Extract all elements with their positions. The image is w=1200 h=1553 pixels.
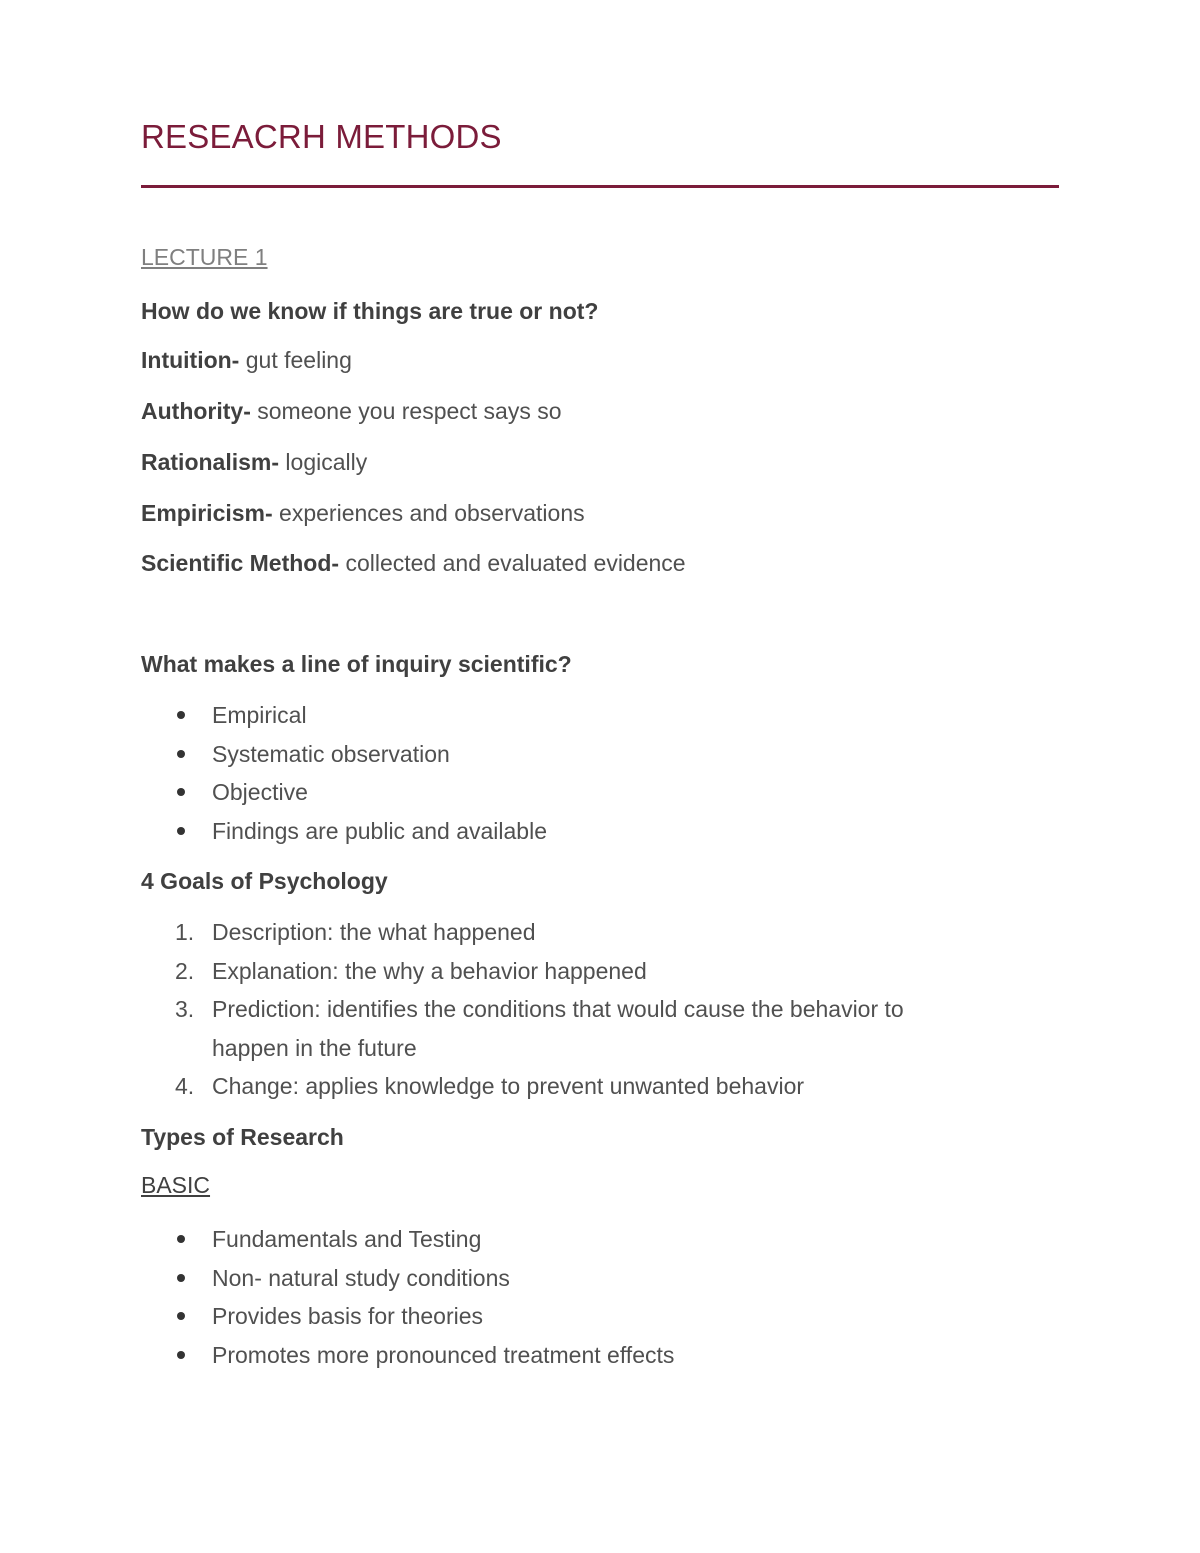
list-item [141,1297,674,1336]
list-item-text: Empirical [212,702,307,728]
definition-scientific-method [141,548,686,578]
goals-numbered-list [141,913,904,1106]
list-item-text: Provides basis for theories [212,1303,484,1329]
list-item-text: Promotes more pronounced treatment effects [212,1341,675,1368]
section-heading-scientific: What makes a line of inquiry scientific? [141,651,572,677]
list-item-text: Systematic observation [212,740,450,767]
basic-heading: BASIC [141,1172,211,1198]
definition-term: Scientific Method- [141,550,340,576]
bullet-icon [177,1351,185,1359]
question-heading: How do we know if things are true or not? [141,298,599,324]
list-item [141,952,904,991]
list-number: 4. [175,1073,195,1099]
scientific-bullet-list [141,696,547,850]
definition-term: Empiricism- [141,500,273,526]
lecture-heading: LECTURE 1 [141,244,268,270]
bullet-icon [177,1235,185,1243]
section-heading-types: Types of Research [141,1124,344,1150]
list-item-text: Prediction: identifies the conditions that would cause the behavior to [212,996,904,1022]
list-item [141,812,547,851]
definition-text: someone you respect says so [250,398,562,424]
list-item [141,1259,674,1298]
list-item [141,1220,674,1259]
list-item [141,773,547,812]
list-item [141,990,904,1067]
list-item [141,1336,674,1375]
list-item [141,1067,904,1106]
basic-bullet-list [141,1220,674,1374]
bullet-icon [177,1312,185,1320]
list-item-text: Description: the what happened [212,919,536,945]
definition-text: experiences and observations [272,500,585,526]
list-item-text-continued: happen in the future [212,1034,417,1061]
list-item-text: Findings are public and available [212,817,547,844]
definition-rationalism [141,447,367,477]
definition-empiricism [141,498,585,528]
definition-text: collected and evaluated evidence [339,550,686,576]
bullet-icon [177,1274,185,1282]
list-item-text: Objective [212,779,308,805]
list-number: 3. [175,996,195,1022]
list-item-text: Change: applies knowledge to prevent unwanted behavior [212,1073,805,1099]
list-item-text: Non- natural study conditions [212,1264,510,1291]
list-item-text: Explanation: the why a behavior happened [212,957,647,984]
definition-term: Authority- [141,398,251,424]
list-item [141,735,547,774]
title-divider [141,185,1059,188]
definition-authority [141,396,562,426]
list-item-text: Fundamentals and Testing [212,1226,482,1252]
bullet-icon [177,827,185,835]
definition-term: Rationalism- [141,449,280,475]
list-number: 1. [175,919,195,945]
bullet-icon [177,788,185,796]
section-heading-goals: 4 Goals of Psychology [141,868,388,894]
bullet-icon [177,711,185,719]
definition-term: Intuition- [141,347,240,373]
document-title: RESEACRH METHODS [141,118,502,155]
bullet-icon [177,750,185,758]
definition-text: gut feeling [239,347,352,373]
list-item [141,696,547,735]
definition-intuition [141,345,352,375]
definition-text: logically [279,449,368,475]
list-item [141,913,904,952]
list-number: 2. [175,957,195,984]
